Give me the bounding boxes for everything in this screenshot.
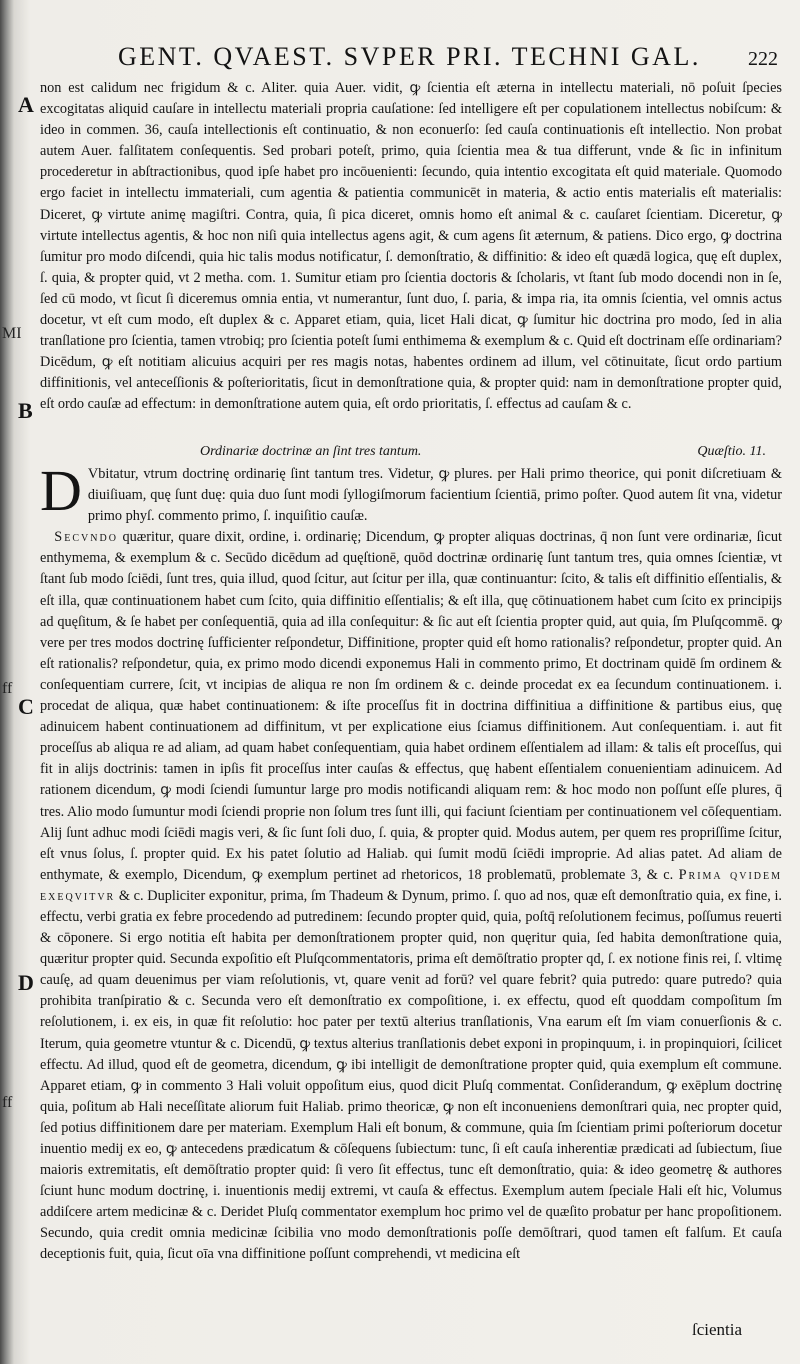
paragraph-d: & c. Dupliciter exponitur, prima, ſm Thadeum & Dynum, primo. ſ. quo ad nos, quæ eſt demonſtratio quia, ex fine, i. effectu, verbi gratia ex febre procedendo ad putredinem: ſecundo propter quid, quia, poſtq̄ reſolutionem fecimus, poſſumus reuerti & cōponere. Si ergo notitia eſt habita per demonſtrationem propter quid, non quęritur quia, ſed habita demonſtratione quia, quæritur propter quid. Secunda expoſitio eſt Pluſqcommentatoris, prima eſt demōſtratio propter qd, ſ. ex notione finis rei, ſ. vltimę cauſę, ad quam deuenimus per viam reſolutionis, vt, quare venit ad forū? vel quare febrit? quia putredo: quare putredo? quia prohibita tranſpiratio & c. Secunda vero eſt demonſtratio ex compoſitione, i. ex effectu, quod eſt quoddam compoſitum ſm reſolutionem, i. ex eis, in quæ fit reſolutio: hoc pater per textū alterius tranſlationis, Vna earum eſt ſm viam conuerſionis & c. Iterum, quia geometre vtuntur & c. Dicendū, ꝙ textus alterius tranſlationis debet exponi in propinquum, i. in propinquiori, ſcilicet effectu. Ad illud, quod eſt de geometra, dicendum, ꝙ ibi intelligit de demonſtratione propter quid, quia exemplum eſt commune. Apparet etiam, ꝙ in commento 3 Hali voluit oppoſitum eius, quod dicit Pluſq commentat. Conſiderandum, ꝙ exēplum doctrinę quia, poſitum ab Hali neceſſitate aliorum fuit Haliab. primo theoricæ, ꝙ non eſt inconueniens demonſtrari quia, nec propter quid, ſed potius diffinitionem dare per materiam. Exemplum Hali eſt bonum, & commune, quia ſm ſcientiam primi poſteriorum docetur inuentio medij ex eo, ꝙ antecedens prædicatum & cōſequens ſubiectum: tunc, ſi eſt cauſa inherentiæ prædicati ad ſubiectum, ſiue maioris extremitatis, eſt demōſtratio propter quid: ſi vero ſit effectus, tunc eſt demonſtratio, quia: & ideo geometrę & authores ſciunt hunc modum doctrinę, i. inuentionis medij extremi, vt cauſa & effectus. Exemplum autem ſpeciale Hali eſt hic, Volumus addiſcere artem medicinæ & c. Deridet Pluſq commentator exemplum hoc primo vel de quæſito probatur per hanc propoſitionem. Secundo, quia credit omnia medicinæ ſcibilia vno modo demonſtrationis poſſe demōſtrari, quod tamen eſt falſum. Et cauſa deceptionis fuit, quia, ſicut oīa vna diffinitione poſſunt comprehendi, vt medicina eſt bbox=[40, 887, 783, 1263]
page-number: 222 bbox=[748, 48, 778, 70]
paragraph-a: non est calidum nec frigidum & c. Aliter. quia Auer. vidit, ꝙ ſcientia eſt æterna in intellectu materiali, nō poſuit ſpecies excogitatas aliquid cauſare in intellectu materiali propria cauſatione: ſed intelligere eſt per copulationem intellectus nobiſcum: & ideo in commen. 36, cauſa intellectionis eſt continuatio, & non econuerſo: ſed cauſa continuationis eſt intellectio. Non probat autem Auer. falſitatem conſequentis. Sed probari poteſt, primo, quia ſcientia mea & tua differunt, vnde & ſic in infinitum procederetur in abſtractionibus, quod ipſe habet pro incōuenienti: ſecundo, quia intentio excogitata eſt quid materiale. Quomodo ergo faciet in intellectu immateriali, cum agentia & patientia communicēt in materia, & actio entis materialis eſt materialis: Diceret, ꝙ virtute animę magiſtri. Contra, quia, ſi pica diceret, omnis homo eſt animal & c. cauſaret ſcientiam. Diceretur, ꝙ virtute intellectus agentis, & hoc non niſi quia intellectus agens agit, & cum agens ſit æternum, & patiens. Dico ergo, ꝙ doctrina ſumitur pro modo diſcendi, quia hic talis modus notificatur, ſ. demonſtratio, & diffinitio: & ideo eſt quædā logica, quę eſt duplex, ſ. quia, & propter quid, vt 2 metha. com. 1. Sumitur etiam pro ſcientia doctoris & ſcholaris, vt ſtant ſub modo docendi non in ſe, ſed cū modo, vt ſicut ſi diceremus omnia entia, vt numerantur, ſunt duo, ſ. paria, & impa ria, ita omnis ſcientia, vel omnis actus docetur, vt eſt cum modo, eſt duplex & c. Apparet etiam, quia, licet Hali dicat, ꝙ ſumitur hic doctrina pro modo, ſed in alia tranſlatione pro ſcientia, tamen vtrobiq; pro ſcientia poteſt ſumi enthimema & exemplum & c. Quid eſt doctrinam eſſe ordinariam? Dicēdum, ꝙ eſt notitiam alicuius acquiri per res magis notas, habentes ordinem ad illum, vel cōtinuitate, ſicut ordo partium diffinitionis, vel anteceſſionis & poſterioritatis, ſicut in demonſtratione quia, & propter quid: nam in demonſtratione propter quid, eſt ordo cauſæ ad effectum: in demonſtratione autem quia, eſt ordo prioritatis, ſ. effectus ad cauſam & c. bbox=[40, 80, 782, 413]
paragraph-c: quæritur, quare dixit, ordine, i. ordinarię; Dicendum, ꝙ propter aliquas doctrinas, q̄ non ſunt vere ordinariæ, ſicut enthymema, & exemplum & c. Secūdo dicēdum ad quęſtionē, quōd doctrinæ ordinarię ſunt tantum tres, quia omnes ſcientiæ, vt ſtant ſub modo ſciēdi, ſunt tres, quia illud, quod ſcitur, aut ſcitur per illa, quæ continuantur: ſcito, & talis eſt diffinitio eſſentialis, & eſt illa, quæ continuationem habet cum ſcito, quia diffinitio eſſentialis; & eſt illa, quę cōtinuationem habet cum ſcito ex principijs ad quęſitum, & ſe habet per conſequentiā, quia ad illa conſequitur: & ſic aut eſt ſcientia propter quid, aut quia, ſm Pluſqcommē. ꝙ vere per tres modos doctrinę ſufficienter reſpondetur, Diffinitione, propter quid eſt homo rationalis? reſpondetur, propter quid. An eſt rationalis? reſpondetur, quia, ex primo modo dicendi exponemus Hali in commento primo, Et doctrinam quidē ſm ordinem & conſequentiam currere, ſcit, vt incipias de aliqua re non ſm ordinem & c. deinde procedat ex ea ſecundum continuationem. i. procedat de aliqua, quæ habet continuationem: & iſte proceſſus fit in doctrina diffinitiua a diffinitione & partibus eius, quę adinuicem habent continuationem ad diffinitum, vt per explicatione eius ſciamus diffinitionem. Aut conſequentiam. i. aut fit proceſſus ab aliqua re ad aliam, ad quam habet conſequentiam, quia habet ordinem eſſentialem ad illam: & talis eſt proceſſus, qui fit in alijs doctrinis: tamen in ipſis fit proceſſus inter cauſas & effectus, quę habent eſſentialem conuenientiam adinuicem. Ad rationem dicendum, ꝙ modi ſciendi ſumuntur large pro modis notificandi aliquam rem: & hoc modo non poſſunt eſſe plures, q̄ tres. Alio modo ſumuntur modi ſciendi proprie non ſolum tres ſunt illi, qui faciunt ſcientiam per continuationem vel cōſequentiam. Alij ſunt adhuc modi ſciēdi magis veri, & ſic ſunt ſoli duo, ſ. quia, & propter quid. Modus autem, per quem res propriſſime ſcitur, eſt vnus ſolus, ſ. propter quid. Ex his patet ſolutio ad Haliab. qui ſumit modū ſciēdi improprie. Ad alias patet. Ad aliam de enthymate, & exemplo, Dicendum, ꝙ exemplum pertinet ad rhetoricos, 18 problematū, problemate 3, & c. bbox=[40, 529, 782, 883]
margin-letter-c: C bbox=[18, 694, 34, 719]
quaestio-body bbox=[40, 458, 783, 1266]
quaestio-label: Quæſtio. 11. bbox=[697, 444, 766, 459]
margin-letter-b: B bbox=[18, 398, 33, 423]
running-header bbox=[118, 42, 778, 82]
margin-letter-d: D bbox=[18, 970, 34, 995]
side-mark: ff bbox=[2, 680, 13, 697]
catchword: ſcientia bbox=[691, 1320, 742, 1339]
side-mark: ff bbox=[2, 1094, 13, 1111]
margin-letter-a: A bbox=[18, 92, 34, 117]
running-title: GENT. QVAEST. SVPER PRI. TECHNI GAL. bbox=[118, 42, 701, 71]
drop-capital: D bbox=[40, 458, 82, 523]
paragraph-b: Vbitatur, vtrum doctrinę ordinarię ſint tantum tres. Videtur, ꝙ plures. per Hali primo theorice, qui ponit diſcretiuam & diuiſiuam, quę ſunt duę: quia duo ſunt modi ſyllogiſmorum facientium ſcientiā, primo poſter. Quod autem ſit vna, videtur primo phyſ. commento primo, ſ. inquiſitio cauſæ. bbox=[87, 466, 782, 525]
prima-label: Prima qvidem exeqvitvr bbox=[40, 866, 782, 904]
side-mark: MI bbox=[2, 325, 22, 342]
secundo-label: Secvndo bbox=[54, 529, 118, 546]
section-heading: Ordinariæ doctrinæ an ſint tres tantum. bbox=[200, 444, 422, 459]
